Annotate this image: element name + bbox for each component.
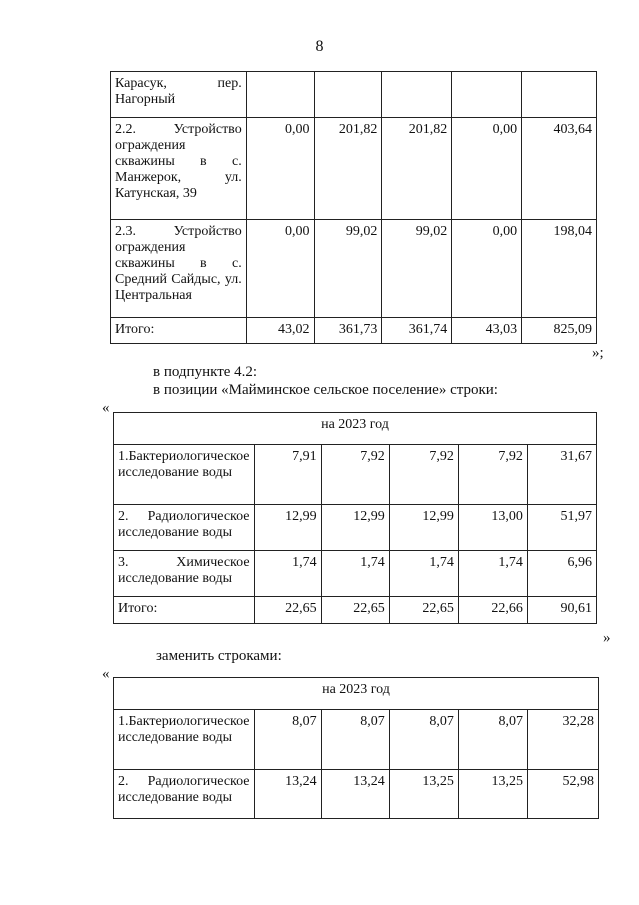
cell-value: 51,97 xyxy=(527,505,596,551)
cell-value xyxy=(314,72,382,118)
cell-value: 8,07 xyxy=(389,710,458,770)
cell-value: 22,65 xyxy=(254,597,321,624)
table-row xyxy=(114,597,597,624)
cell-value: 7,91 xyxy=(254,445,321,505)
row-label: 2.3. Устройство ограждения скважины в с. Средний Сайдыс, ул. Центральная xyxy=(111,220,247,318)
cell-value: 22,65 xyxy=(321,597,389,624)
table-header-row xyxy=(114,413,597,445)
cell-value: 8,07 xyxy=(254,710,321,770)
cell-value: 0,00 xyxy=(246,118,314,220)
cell-value: 13,25 xyxy=(458,770,527,819)
row-label: Карасук, пер. Нагорный xyxy=(111,72,247,118)
cell-value: 0,00 xyxy=(246,220,314,318)
closing-quote: » xyxy=(603,630,611,646)
year-header: на 2023 год xyxy=(114,413,597,445)
cell-value: 52,98 xyxy=(527,770,598,819)
row-label: Итого: xyxy=(114,597,255,624)
paragraph: в подпункте 4.2: xyxy=(153,364,258,380)
table-row xyxy=(114,445,597,505)
table-row xyxy=(111,118,597,220)
cell-value: 13,24 xyxy=(321,770,389,819)
cell-value: 13,00 xyxy=(458,505,527,551)
cell-value: 0,00 xyxy=(452,220,522,318)
cell-value: 32,28 xyxy=(527,710,598,770)
cell-value: 403,64 xyxy=(522,118,597,220)
cell-value: 90,61 xyxy=(527,597,596,624)
cell-value: 361,73 xyxy=(314,318,382,344)
cell-value: 12,99 xyxy=(254,505,321,551)
cell-value xyxy=(382,72,452,118)
cell-value: 8,07 xyxy=(321,710,389,770)
cell-value: 201,82 xyxy=(382,118,452,220)
closing-quote: »; xyxy=(592,345,604,361)
cell-value: 43,03 xyxy=(452,318,522,344)
row-label: 3. Химическое исследование воды xyxy=(114,551,255,597)
table-row xyxy=(114,505,597,551)
cell-value: 201,82 xyxy=(314,118,382,220)
table-header-row xyxy=(114,678,599,710)
row-label: 2. Радиологическое исследование воды xyxy=(114,505,255,551)
cell-value: 99,02 xyxy=(382,220,452,318)
cell-value: 22,65 xyxy=(389,597,458,624)
cell-value xyxy=(452,72,522,118)
cell-value: 12,99 xyxy=(389,505,458,551)
cell-value: 198,04 xyxy=(522,220,597,318)
cell-value: 825,09 xyxy=(522,318,597,344)
cell-value: 361,74 xyxy=(382,318,452,344)
table-row xyxy=(114,770,599,819)
cell-value: 22,66 xyxy=(458,597,527,624)
table-2 xyxy=(113,412,597,624)
cell-value: 99,02 xyxy=(314,220,382,318)
cell-value: 13,24 xyxy=(254,770,321,819)
row-label: 2.2. Устройство ограждения скважины в с. Манжерок, ул. Катунская, 39 xyxy=(111,118,247,220)
table-row xyxy=(114,710,599,770)
row-label: 2. Радиологическое исследование воды xyxy=(114,770,255,819)
cell-value: 12,99 xyxy=(321,505,389,551)
cell-value: 43,02 xyxy=(246,318,314,344)
row-label: Итого: xyxy=(111,318,247,344)
opening-quote: « xyxy=(102,400,110,416)
cell-value: 0,00 xyxy=(452,118,522,220)
table-1 xyxy=(110,71,597,344)
cell-value: 7,92 xyxy=(389,445,458,505)
table-row xyxy=(114,551,597,597)
cell-value: 13,25 xyxy=(389,770,458,819)
table-row xyxy=(111,72,597,118)
cell-value: 1,74 xyxy=(389,551,458,597)
cell-value: 6,96 xyxy=(527,551,596,597)
page-number: 8 xyxy=(315,38,324,55)
cell-value: 7,92 xyxy=(458,445,527,505)
paragraph: в позиции «Майминское сельское поселение» строки: xyxy=(153,382,498,398)
year-header: на 2023 год xyxy=(114,678,599,710)
cell-value: 8,07 xyxy=(458,710,527,770)
cell-value: 1,74 xyxy=(321,551,389,597)
cell-value: 7,92 xyxy=(321,445,389,505)
table-3 xyxy=(113,677,599,819)
row-label: 1.Бактериологическое исследование воды xyxy=(114,710,255,770)
cell-value: 31,67 xyxy=(527,445,596,505)
cell-value: 1,74 xyxy=(254,551,321,597)
table-row xyxy=(111,318,597,344)
cell-value xyxy=(522,72,597,118)
opening-quote: « xyxy=(102,666,110,682)
row-label: 1.Бактериологическое исследование воды xyxy=(114,445,255,505)
table-row xyxy=(111,220,597,318)
paragraph: заменить строками: xyxy=(156,648,282,664)
cell-value: 1,74 xyxy=(458,551,527,597)
cell-value xyxy=(246,72,314,118)
